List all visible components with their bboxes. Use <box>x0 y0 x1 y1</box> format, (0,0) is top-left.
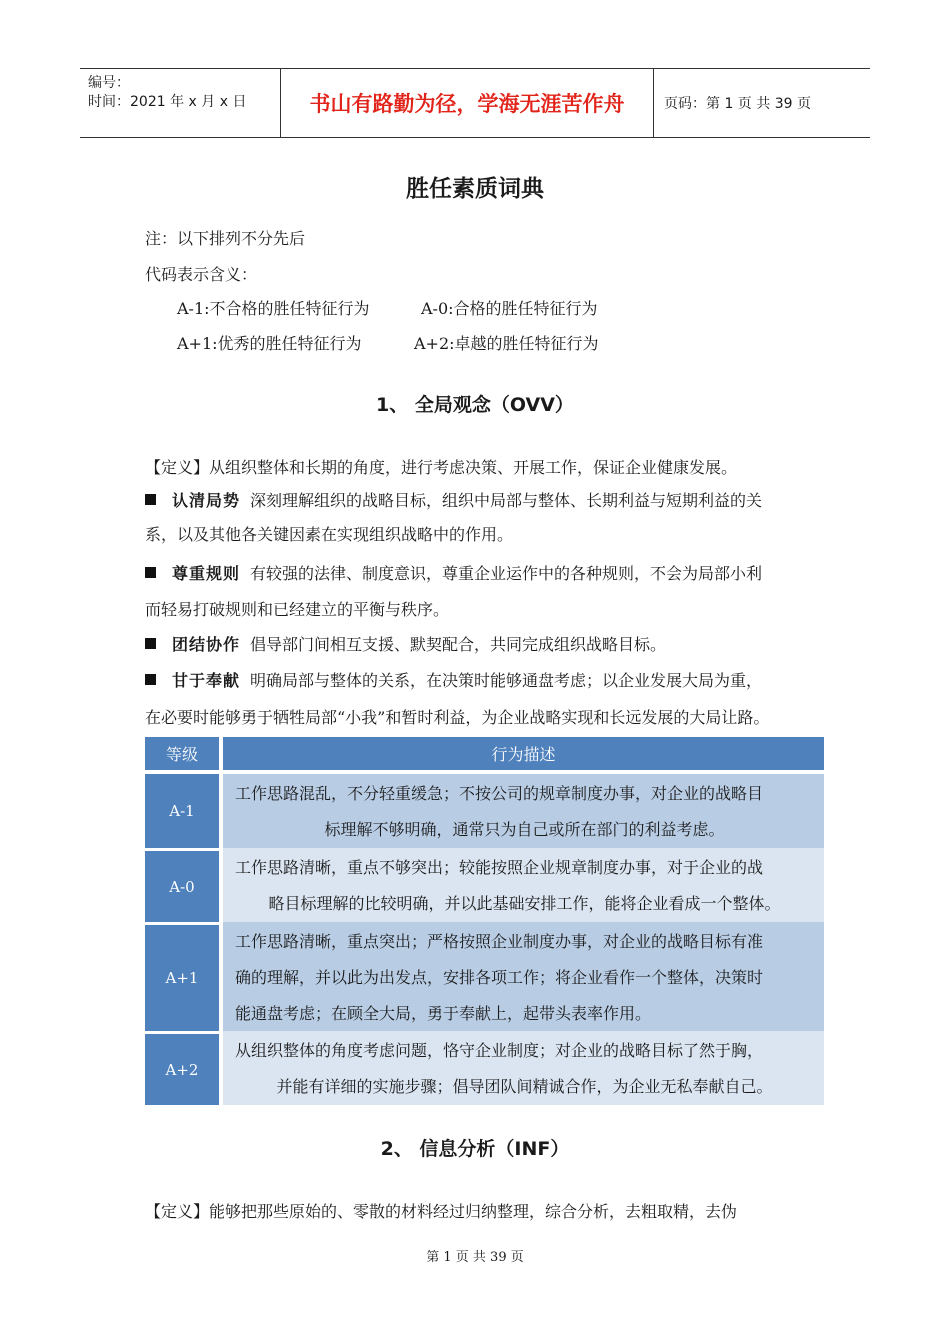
level-cell: A-0 <box>145 848 219 922</box>
table-row <box>145 774 824 848</box>
item-term: 甘于奉献 <box>172 671 241 690</box>
desc-line: 从组织整体的角度考虑问题，恪守企业制度；对企业的战略目标了然于胸， <box>235 1041 764 1060</box>
item-text-continued: 系，以及其他各关键因素在实现组织战略中的作用。 <box>145 525 514 544</box>
level-cell: A-1 <box>145 774 219 848</box>
table-row <box>145 922 824 1031</box>
item-text-continued: 而轻易打破规则和已经建立的平衡与秩序。 <box>145 600 450 619</box>
desc-line: 能通盘考虑；在顾全大局，勇于奉献上，起带头表率作用。 <box>235 1004 652 1023</box>
section1-definition: 【定义】从组织整体和长期的角度，进行考虑决策、开展工作，保证企业健康发展。 <box>145 458 738 477</box>
desc-line: 确的理解，并以此为出发点，安排各项工作；将企业看作一个整体，决策时 <box>235 968 764 987</box>
desc-cell <box>223 922 824 1031</box>
page-info-text: 页码：第 1 页 共 39 页 <box>664 96 811 112</box>
item-respect-rules <box>145 561 762 584</box>
desc-cell <box>223 774 824 848</box>
table-header-desc: 行为描述 <box>223 737 824 770</box>
item-text: 明确局部与整体的关系，在决策时能够通盘考虑；以企业发展大局为重， <box>250 671 763 690</box>
desc-line: 略目标理解的比较明确，并以此基础安排工作，能将企业看成一个整体。 <box>268 894 781 913</box>
square-bullet-icon <box>145 567 156 578</box>
document-header <box>80 68 870 138</box>
item-term: 尊重规则 <box>172 564 241 583</box>
item-recognize-situation <box>145 488 762 511</box>
code-meaning-label: 代码表示含义： <box>145 265 258 284</box>
table-row <box>145 1031 824 1105</box>
section2-heading: 2、 信息分析（INF） <box>380 1138 570 1160</box>
page-footer: 第 1 页 共 39 页 <box>426 1250 524 1265</box>
code-a-plus-1: A+1:优秀的胜任特征行为 <box>177 334 362 353</box>
time-label: 时间：2021 年 x 月 x 日 <box>88 94 247 110</box>
level-cell: A+2 <box>145 1031 219 1105</box>
square-bullet-icon <box>145 494 156 505</box>
desc-line: 并能有详细的实施步骤；倡导团队间精诚合作，为企业无私奉献自己。 <box>276 1077 773 1096</box>
serial-label: 编号： <box>88 75 130 91</box>
code-a-minus-1: A-1:不合格的胜任特征行为 <box>177 299 370 318</box>
item-dedication <box>145 668 762 691</box>
page-title: 胜任素质词典 <box>406 176 544 202</box>
desc-line: 工作思路清晰，重点不够突出；较能按照企业规章制度办事，对于企业的战 <box>235 858 764 877</box>
desc-cell <box>223 848 824 922</box>
table-header-level: 等级 <box>145 737 219 770</box>
header-meta <box>80 69 281 137</box>
level-cell: A+1 <box>145 922 219 1031</box>
desc-line: 标理解不够明确，通常只为自己或所在部门的利益考虑。 <box>324 820 725 839</box>
square-bullet-icon <box>145 638 156 649</box>
item-term: 认清局势 <box>172 491 241 510</box>
item-term: 团结协作 <box>172 635 241 654</box>
desc-cell <box>223 1031 824 1105</box>
item-teamwork <box>145 632 666 655</box>
item-text: 倡导部门间相互支援、默契配合，共同完成组织战略目标。 <box>250 635 667 654</box>
section2-definition: 【定义】能够把那些原始的、零散的材料经过归纳整理，综合分析，去粗取精，去伪 <box>145 1202 738 1221</box>
item-text: 有较强的法律、制度意识，尊重企业运作中的各种规则，不会为局部小利 <box>250 564 763 583</box>
header-motto: 书山有路勤为径，学海无涯苦作舟 <box>281 69 654 137</box>
section1-heading: 1、 全局观念（OVV） <box>376 394 574 416</box>
desc-line: 工作思路清晰，重点突出；严格按照企业制度办事，对企业的战略目标有准 <box>235 932 764 951</box>
header-page-info <box>664 69 870 137</box>
item-text: 深刻理解组织的战略目标，组织中局部与整体、长期利益与短期利益的关 <box>250 491 763 510</box>
note-line: 注：以下排列不分先后 <box>145 229 306 248</box>
code-a-0: A-0:合格的胜任特征行为 <box>421 299 598 318</box>
desc-line: 工作思路混乱，不分轻重缓急；不按公司的规章制度办事，对企业的战略目 <box>235 784 764 803</box>
code-a-plus-2: A+2:卓越的胜任特征行为 <box>414 334 599 353</box>
item-text-continued: 在必要时能够勇于牺牲局部“小我”和暂时利益，为企业战略实现和长远发展的大局让路。 <box>145 708 770 727</box>
table-row <box>145 848 824 922</box>
square-bullet-icon <box>145 674 156 685</box>
